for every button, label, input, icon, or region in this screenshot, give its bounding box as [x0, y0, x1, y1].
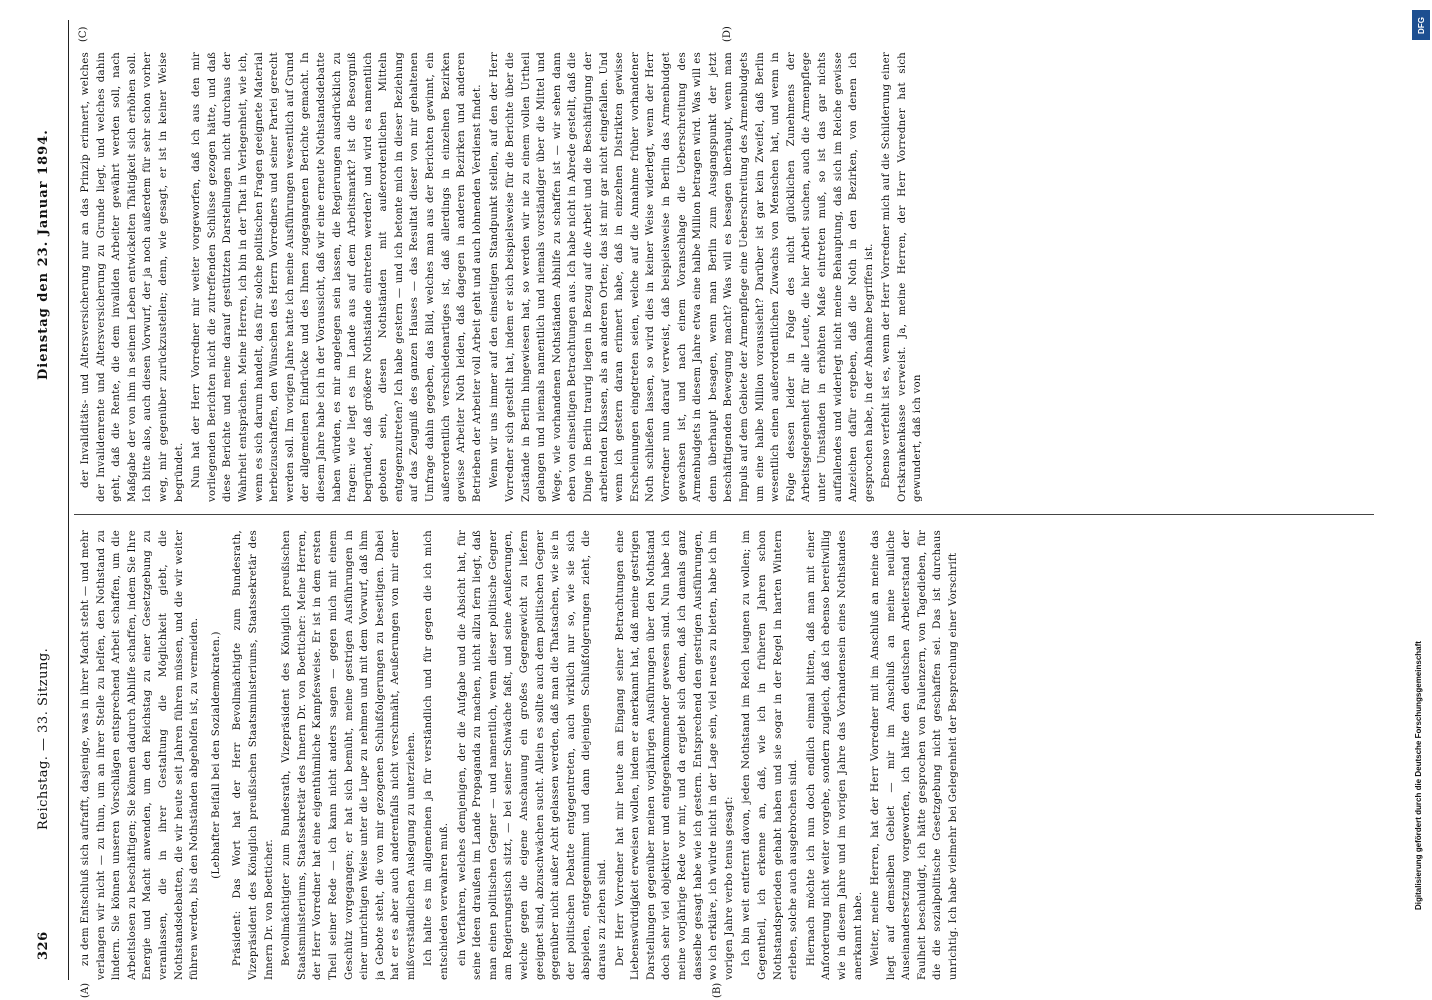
paragraph: Hiernach möchte ich nun doch endlich einmal bitten, daß man mit einer Anforderung nicht weiter vorgehe, sondern zugleich, daß ich ebenso bereitwillig wie in diesem Jahre und im vorigen Jahre das Vorhandensein eines Nothstandes anerkannt habe.	[805, 530, 864, 980]
paragraph: Ebenso verfehlt ist es, wenn der Herr Vorredner mich auf die Schilderung einer Ortskrankenkasse verweist. Ja, meine Herren, der Herr Vorredner hat sich gewundert, daß ich von	[881, 52, 924, 502]
dfg-logo	[1412, 10, 1430, 40]
page-header	[22, 20, 62, 980]
rotated-content	[22, 20, 1402, 998]
paragraph: Der Herr Vorredner hat mir heute am Eingang seiner Betrachtungen eine Liebenswürdigkeit erweisen wollen, indem er anerkannt hat, daß meine gestrigen Darstellungen gegenüber meinen vorjährigen Ausführungen über den Nothstand doch sehr viel objektiver und entgegenkommender gewesen sind. Nun habe ich meine vorjährige Rede vor mir, und da ergiebt sich denn, daß ich damals ganz dasselbe gesagt habe wie ich gestern. Entsprechend den gestrigen Ausführungen, wo ich erkläre, ich würde nicht in der Lage sein, viel neues zu bieten, habe ich im vorigen Jahre verbo tenus gesagt:	[614, 530, 735, 980]
marker-a: (A)	[80, 982, 91, 998]
paragraph: Ich halte es im allgemeinen ja für verständlich und für gegen die ich mich entschieden verwahren muß.	[423, 530, 451, 980]
digitization-credit	[1412, 10, 1426, 990]
marker-b: (B)	[712, 982, 723, 998]
paragraph: der Invaliditäts- und Altersversicherung nur an das Prinzip erinnert, welches der Invalidenrente und Altersversicherung zu Grunde liegt, und welches dahin geht, daß die Rente, die dem invaliden Arbeiter gewährt werden soll, nach Maßgabe der von ihm in seinem Leben entwickelten Thätigkeit sich erhöhen soll. Ich bitte also, auch diesen Vorwurf, der ja noch außerdem für sehr schon vorher weg, mir gegenüber zurückzustellen; denn, wie gesagt, er ist in keiner Weise begründet.	[80, 52, 185, 502]
session-date: Dienstag den 23. Januar 1894.	[36, 129, 51, 380]
paragraph: zu dem Entschluß sich aufrafft, dasjenige, was in ihrer Macht steht — und mehr verlangen wir nicht — zu thun, um an ihrer Stelle zu helfen, den Nothstand zu lindern. Sie können unseren Vorschlägen entsprechend Arbeit schaffen, um die Arbeitslosen zu beschäftigen; Sie können dadurch Abhilfe schaffen, indem Sie Ihre Energie und Macht anwenden, um den Reichstag zu einer Gesetzgebung zu veranlassen, die in ihrer Gestaltung die Möglichkeit giebt, die Nothstandsdebatten, die wir heute seit Jahren führen müssen, und die wir weiter führen werden, bis den Nothständen abgeholfen ist, zu vermeiden.	[80, 530, 201, 980]
paragraph: Weiter, meine Herren, hat der Herr Vorredner mit im Anschluß an meine das liegt auf demselben Gebiet — mir im Anschluß an meine neuliche Auseinandersetzung vorgeworfen, ich hätte den deutschen Arbeiterstand der Faulheit beschuldigt, ich hätte gesprochen von Faulenzern, von Tagedieben, für die die sozialpolitische Gesetzgebung nicht geschaffen sei. Das ist durchaus unrichtig. Ich habe vielmehr bei Gelegenheit der Besprechung einer Vorschrift	[870, 530, 960, 980]
paragraph: ein Verfahren, welches demjenigen, der die Aufgabe und die Absicht hat, für seine Ideen draußen im Lande Propaganda zu machen, nicht allzu fern liegt, daß man einen politischen Gegner — und namentlich, wenn dieser politische Gegner am Regierungstisch sitzt, — bei seiner Schwäche faßt, und seine Aeußerungen, welche gegen die eigene Anschauung ein großes Gegengewicht zu liefern geeignet sind, abzuschwächen sucht. Allein es sollte auch dem politischen Gegner gegenüber nicht außer Acht gelassen werden, daß man die Thatsachen, wie sie in der politischen Debatte entgegentreten, auch wirklich nur so, wie sie sich abspielen, entgegennimmt und dann diejenigen Schlußfolgerungen zieht, die daraus zu ziehen sind.	[456, 530, 608, 980]
paragraph: Bevollmächtigter zum Bundesrath, Vizepräsident des Königlich preußischen Staatsministeriums, Staatssekretär des Innern Dr. von Boetticher: Meine Herren, der Herr Vorredner hat eine eigenthümliche Kampfesweise. Er ist in dem ersten Theil seiner Rede — ich kann nicht anders sagen — gegen mich mit einem Geschütz vorgegangen; er hat sich bemüht, meine gestrigen Ausführungen in einer unrichtigen Weise unter die Lupe zu nehmen und mit dem Vorwurf, daß ihm ja Gebote steht, die von mir gezogenen Schlußfolgerungen zu beseitigen. Dabei hat er es aber auch anderenfalls nicht verschmäht, Aeußerungen von mir einer mißverständlichen Auslegung zu unterziehen.	[281, 530, 417, 980]
paragraph: Wenn wir uns immer auf den einseitigen Standpunkt stellen, auf den der Herr Vorredner sich gestellt hat, indem er sich beispielsweise für die Berichte über die Zustände in Berlin hingewiesen hat, so werden wir nie zu einem vollen Urtheil gelangen und niemals namentlich und niemals vorständiger über die Mittel und Wege, wie vorhandenen Nothständen Abhilfe zu schaffen ist — wir sehen dann eben von einseitigen Betrachtungen aus. Ich habe nicht in Abrede gestellt, daß die Dinge in Berlin traurig liegen in Bezug auf die Arbeit und die Beschäftigung der arbeitenden Klassen, als an anderen Orten; das ist mir gar nicht eingefallen. Und wenn ich gestern daran erinnert habe, daß in einzelnen Distrikten gewisse Erscheinungen eingetreten seien, welche auf die Annahme früher vorhandener Noth schließen lassen, so wird dies in keiner Weise widerlegt, wenn der Herr Vorredner nun darauf verweist, daß beispielsweise in Berlin das Armenbudget gewachsen ist, und nach einem Voranschlage die Ueberschreitung des Armenbudgets in diesem Jahre etwa eine halbe Million betragen wird. Was will es denn überhaupt besagen, wenn man Berlin zum Ausgangspunkt der jetzt beschäftigenden Bewegung macht? Was will es besagen überhaupt, wenn man Impuls auf dem Gebiete der Armenpflege eine Ueberschreitung des Armenbudgets um eine halbe Million voraussieht? Darüber ist gar kein Zweifel, daß Berlin wesentlich einen außerordentlichen Zuwachs von Menschen hat, und wenn in Folge dessen leider in Folge des nicht glücklichen Zunehmens der Arbeitsgelegenheit für alle Leute, die hier Arbeit suchen, auch die Armenpflege unter Umständen in erhöhten Maße eintreten muß, so ist das gar nichts auffallendes und widerlegt nicht meine Behauptung, daß sich im Reiche gewisse Anzeichen dafür ergeben, daß die Noth in den Bezirken, von denen ich gesprochen habe, in der Abnahme begriffen ist.	[489, 52, 875, 502]
column-divider	[74, 514, 1374, 515]
paragraph: Ich bin weit entfernt davon, jeden Nothstand im Reich leugnen zu wollen; im Gegentheil, ich erkenne an, daß, wie ich in früheren Jahren schon Nothstandsperioden gehabt haben und sie sogar in der Regel in harten Wintern erleben, solche auch ausgebrochen sind.	[741, 530, 800, 980]
credit-text: Digitalisierung gefördert durch die Deutsche Forschungsgemeinschaft	[1414, 641, 1423, 910]
paragraph: Präsident: Das Wort hat der Herr Bevollmächtigte zum Bundesrath, Vizepräsident des Königlich preußischen Staatsministeriums, Staatssekretär des Innern Dr. von Boetticher.	[232, 530, 275, 980]
paragraph: Nun hat der Herr Vorredner mir weiter vorgeworfen, daß ich aus den mir vorliegenden Berichten nicht die zutreffenden Schlüsse gezogen hätte, und daß diese Berichte und meine darauf gestützten Darstellungen nicht durchaus der Wahrheit entsprächen. Meine Herren, ich bin in der That in Verlegenheit, wie ich, wenn es sich darum handelt, das für solche politischen Fragen geeignete Material herbeizuschaffen, den Wünschen des Herrn Vorredners und seiner Partei gerecht werden soll. Im vorigen Jahre hatte ich meine Ausführungen wesentlich auf Grund der allgemeinen Eindrücke und des Ihnen zugegangenen Berichte gemacht. In diesem Jahre habe ich in der Voraussicht, daß wir eine erneute Nothstandsdebatte haben würden, es mir angelegen sein lassen, die Regierungen ausdrücklich zu fragen: wie liegt es im Lande aus auf dem Arbeitsmarkt? ist die Besorgniß begründet, daß größere Nothstände eintreten werden? und wird es namentlich geboten sein, diesen Nothständen mit außerordentlichen Mitteln entgegenzutreten? Ich habe gestern — und ich betonte mich in dieser Beziehung auf das Zeugniß des ganzen Hauses — das Resultat dieser von mir gehaltenen Umfrage dahin gegeben, das Bild, welches man aus der Berichten gewinnt, ein außerordentlich verschiedenartiges ist, daß allerdings in einzelnen Bezirken gewisse Arbeiter Noth leiden, daß dagegen in anderen Bezirken und anderen Betrieben der Arbeiter voll Arbeit geht und auch lohnenden Verdienst findet.	[191, 52, 483, 502]
left-column	[78, 530, 1378, 980]
applause-note: (Lebhafter Beifall bei den Sozialdemokraten.)	[210, 631, 222, 879]
header-rule	[68, 20, 69, 980]
session-title: Reichstag. — 33. Sitzung.	[36, 647, 51, 830]
page-number: 326	[36, 931, 51, 960]
dfg-logo-text: DFG	[1416, 16, 1426, 34]
marker-d: (D)	[722, 26, 733, 42]
right-column	[78, 52, 1378, 502]
marker-c: (C)	[78, 26, 89, 42]
